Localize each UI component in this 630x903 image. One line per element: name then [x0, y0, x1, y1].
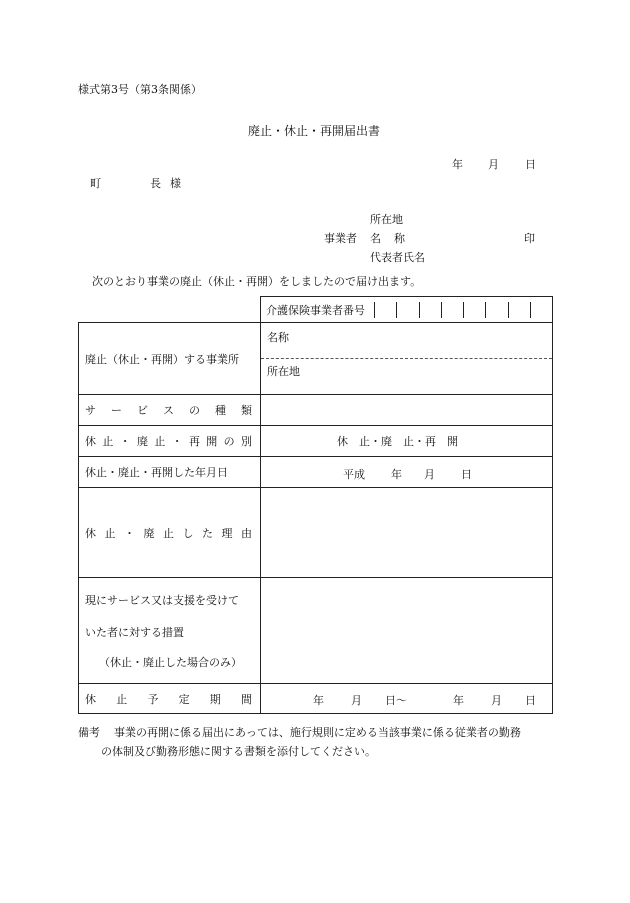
label-char: 別: [240, 435, 252, 448]
office-address-label: 所在地: [267, 365, 300, 378]
intro-text: 次のとおり事業の廃止（休止・再開）をしましたので届け出ます。: [92, 275, 422, 288]
addressee-honorific: 様: [170, 177, 181, 190]
provider-number-cell[interactable]: [464, 302, 486, 318]
label-char: 廃: [143, 526, 155, 540]
applicant-label: 事業者: [324, 232, 357, 245]
office-name-field[interactable]: [261, 323, 552, 358]
provider-number-cell[interactable]: [509, 302, 531, 318]
period-end-day: 日: [525, 694, 536, 707]
office-label: 廃止（休止・再開）する事業所: [79, 323, 261, 395]
provider-number-cell[interactable]: [420, 302, 442, 318]
label-char: ー: [111, 404, 122, 417]
blank-corner: [79, 297, 261, 323]
label-char: サ: [85, 404, 96, 417]
period-start-month: 月: [351, 694, 362, 707]
type-options: 休 止・廃 止・再 開: [337, 435, 458, 448]
provider-number-cell[interactable]: [375, 302, 397, 318]
label-char: ・: [119, 435, 131, 448]
office-address-field[interactable]: [261, 358, 552, 394]
provider-number-cell[interactable]: [486, 302, 508, 318]
notification-table: [78, 296, 553, 714]
form-number: 様式第3号（第3条関係）: [78, 83, 202, 96]
provider-number-cell[interactable]: [531, 302, 552, 318]
note-line2: の体制及び勤務形態に関する書類を添付してください。: [101, 745, 376, 758]
addressee-town: 町: [90, 177, 101, 190]
reason-field[interactable]: [261, 488, 553, 578]
label-char: ビ: [137, 404, 148, 417]
service-type-field[interactable]: [261, 395, 553, 426]
date-month-unit: 月: [424, 468, 435, 481]
type-label-text: [79, 433, 260, 449]
period-label-text: [79, 691, 260, 707]
addressee-chief: 長: [150, 177, 161, 190]
date-day: 日: [525, 158, 536, 171]
service-type-label-text: [79, 402, 260, 418]
label-char: 期: [209, 692, 221, 706]
office-name-label: 名称: [267, 331, 289, 344]
label-char: の: [223, 435, 235, 448]
label-char: 廃: [136, 435, 148, 448]
provider-number-box: [261, 302, 552, 318]
label-char: 休: [85, 526, 96, 540]
page-title: 廃止・休止・再開届出書: [248, 124, 381, 138]
label-char: た: [202, 526, 213, 540]
label-char: 由: [241, 526, 252, 540]
type-label: [79, 426, 261, 457]
label-char: 止: [163, 526, 174, 540]
reason-label: [79, 488, 261, 578]
measures-label-line1: 現にサービス又は支援を受けて: [85, 594, 239, 607]
date-month: 月: [488, 158, 499, 171]
label-char: 開: [206, 435, 218, 448]
date-year: 年: [452, 158, 463, 171]
label-char: 休: [85, 692, 96, 706]
period-label: [79, 684, 261, 714]
measures-field[interactable]: [261, 578, 553, 684]
date-day-unit: 日: [461, 468, 472, 481]
label-char: し: [182, 526, 194, 540]
applicant-rep-label: 代表者氏名: [370, 251, 425, 264]
office-cell: [261, 323, 553, 395]
provider-number-cell[interactable]: [397, 302, 419, 318]
applicant-name-label-2: 称: [394, 232, 405, 245]
label-char: 止: [104, 526, 116, 540]
reason-label-text: [79, 525, 260, 541]
period-start-year: 年: [313, 694, 324, 707]
provider-number-label: 介護保険事業者番号: [261, 302, 375, 318]
label-char: 理: [221, 526, 233, 540]
date-year-unit: 年: [391, 468, 402, 481]
applicant-address-label: 所在地: [370, 213, 403, 226]
label-char: 定: [178, 692, 190, 706]
date-era: 平成: [343, 468, 365, 481]
note-line1: 事業の再開に係る届出にあっては、施行規則に定める当該事業に係る従業者の勤務: [114, 726, 521, 739]
date-label: 休止・廃止・再開した年月日: [79, 457, 261, 488]
measures-label-line3: （休止・廃止した場合のみ）: [99, 656, 242, 669]
label-char: の: [189, 404, 200, 417]
measures-label-line2: いた者に対する措置: [85, 626, 184, 639]
service-type-label: [79, 395, 261, 426]
period-field[interactable]: [261, 684, 553, 714]
provider-number-row: [261, 297, 553, 323]
label-char: 種: [215, 404, 226, 417]
measures-label: [79, 578, 261, 684]
type-field[interactable]: [261, 426, 553, 457]
note-label: 備考: [78, 726, 100, 739]
period-end-month: 月: [491, 694, 502, 707]
label-char: ・: [124, 526, 135, 540]
label-char: 休: [85, 435, 96, 448]
label-char: 止: [102, 435, 114, 448]
label-char: 止: [154, 435, 166, 448]
label-char: 類: [241, 404, 252, 417]
label-char: 再: [188, 435, 200, 448]
period-end-year: 年: [453, 694, 464, 707]
label-char: ス: [163, 404, 174, 417]
label-char: 予: [147, 692, 159, 706]
seal-mark: 印: [524, 232, 535, 245]
provider-number-cell[interactable]: [442, 302, 464, 318]
applicant-name-label-1: 名: [370, 232, 381, 245]
date-field[interactable]: [261, 457, 553, 488]
period-start-day: 日～: [385, 694, 407, 707]
label-char: ・: [171, 435, 183, 448]
label-char: 止: [116, 692, 128, 706]
label-char: 間: [240, 692, 252, 706]
